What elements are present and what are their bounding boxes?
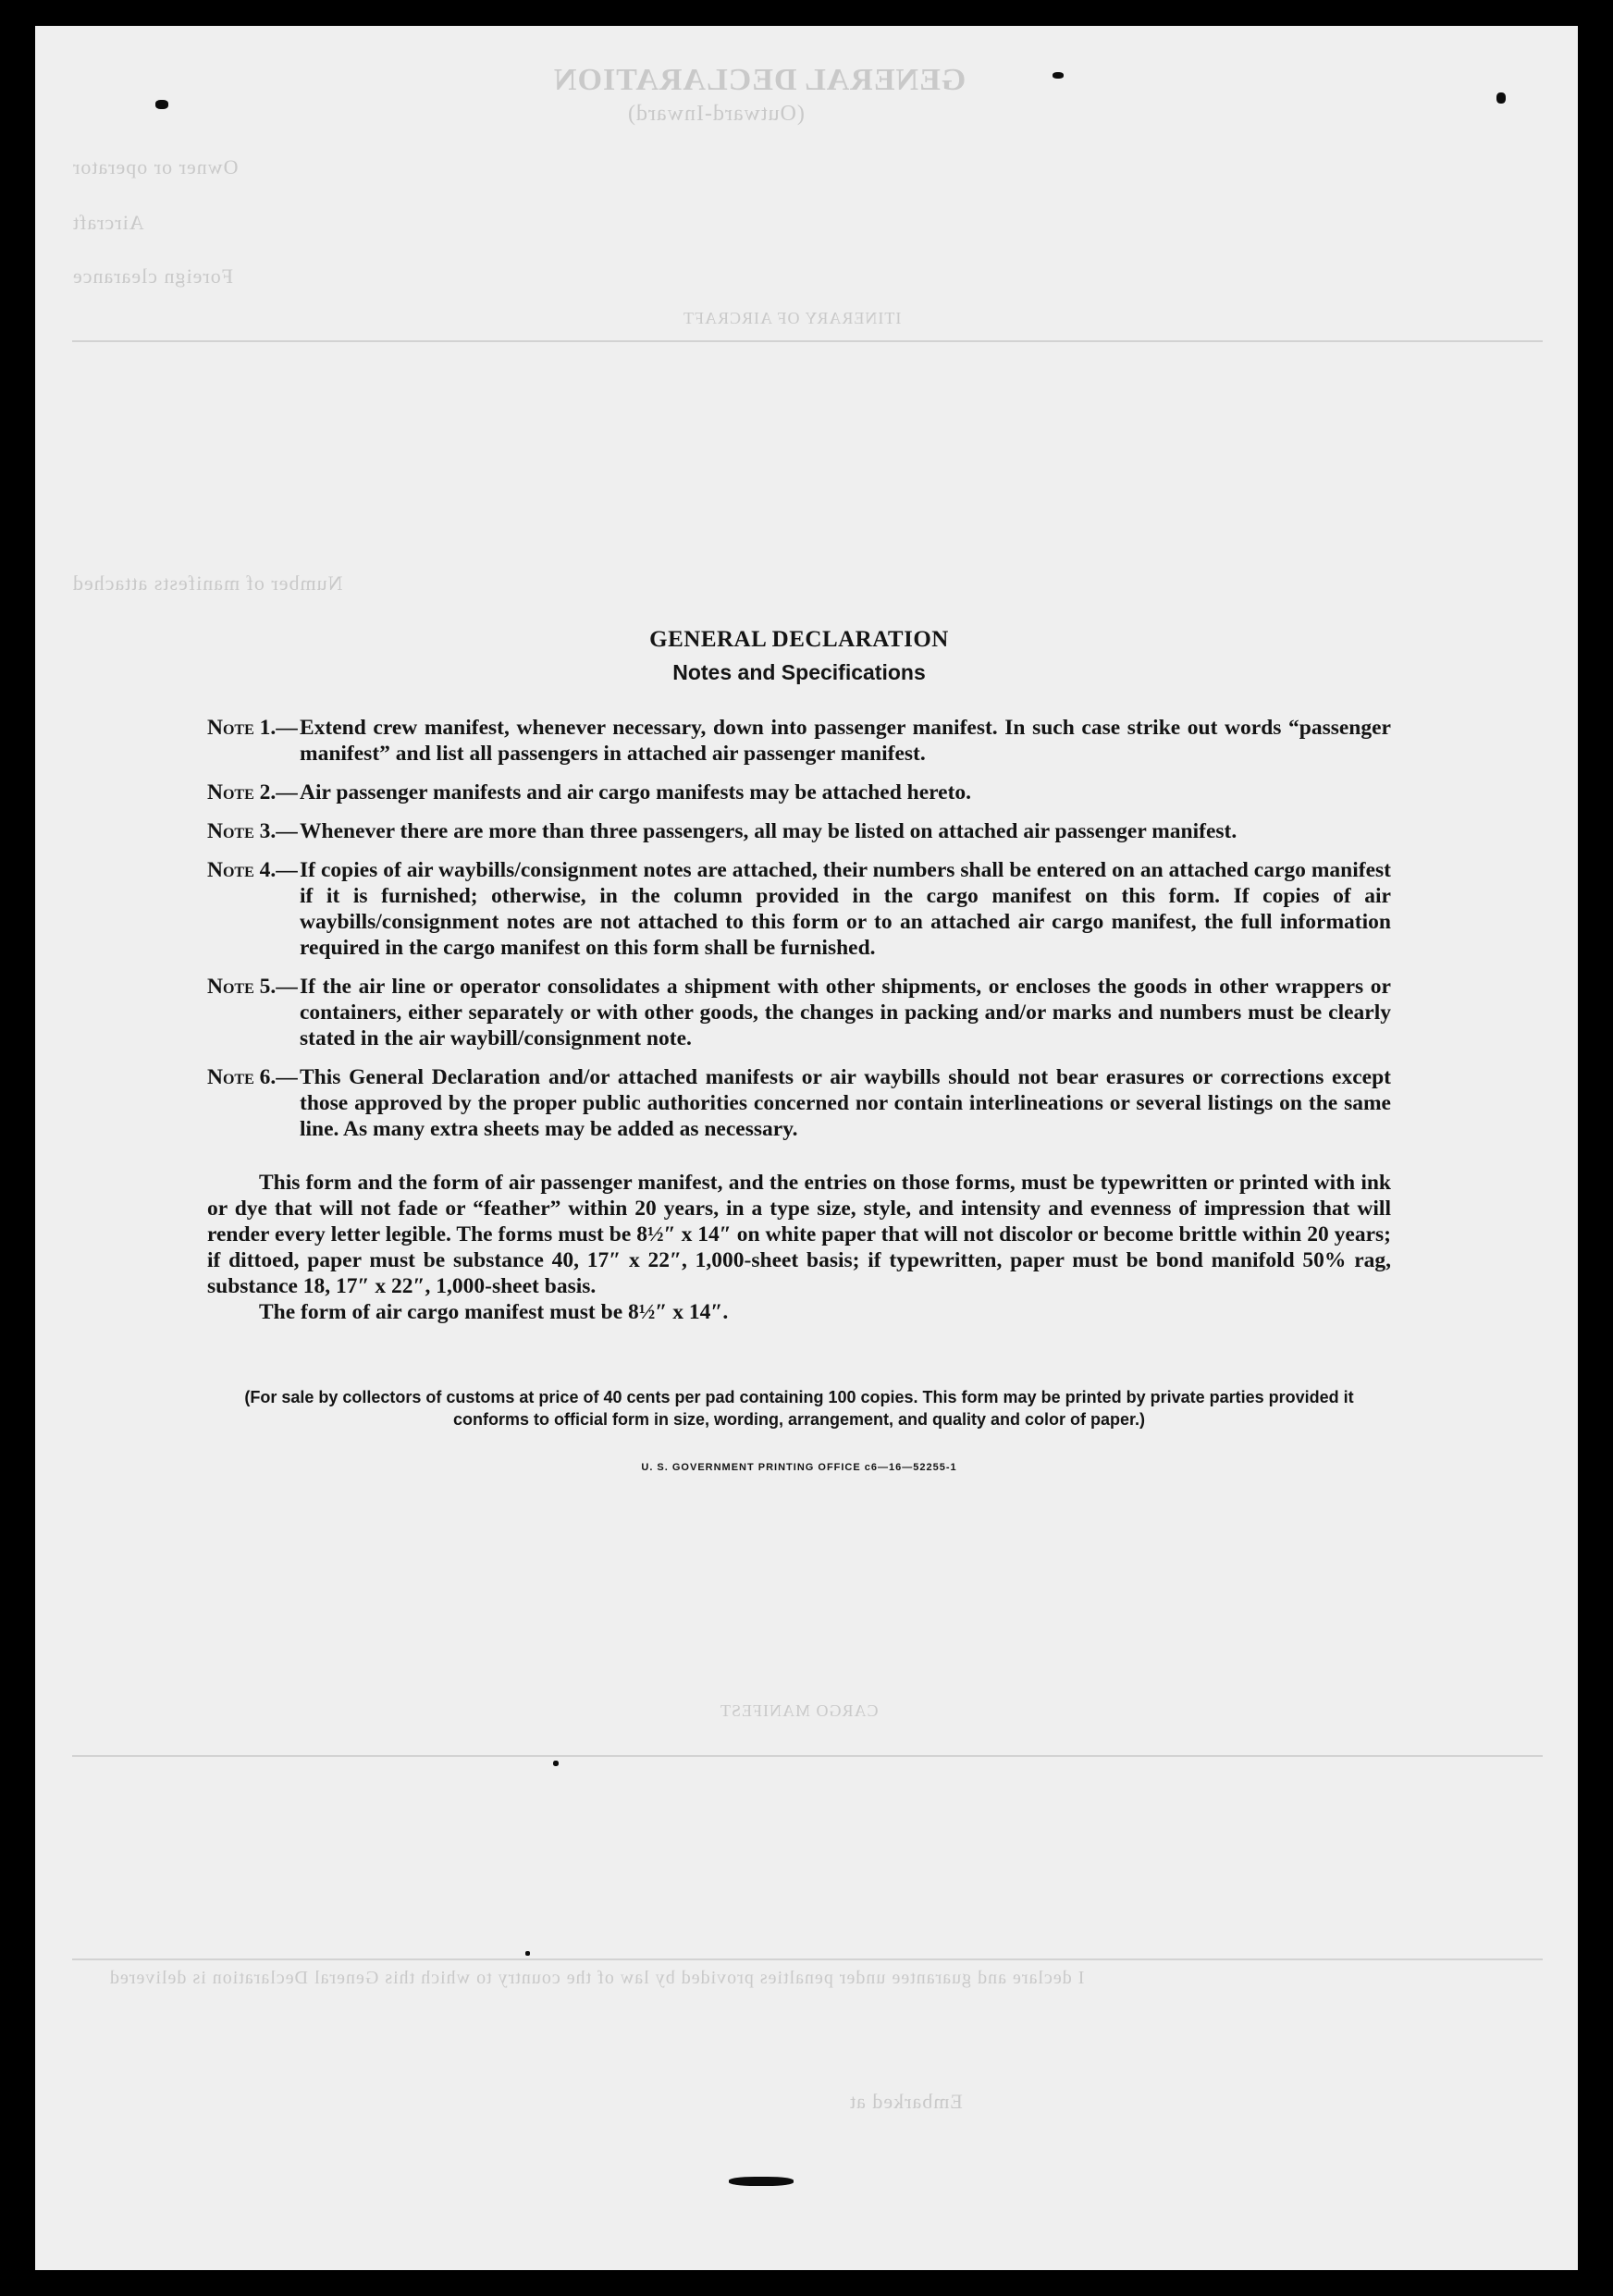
note-label: Note 1.—: [207, 716, 298, 740]
note-text: If the air line or operator consolidates a shipment with other shipments, or encloses the goods in other wrappers or containers, either separately or with other goods, the changes in packing and/or marks and numbers must be clearly stated in the air waybill/consignment note.: [300, 975, 1391, 1050]
note-text: If copies of air waybills/consignment notes are attached, their numbers shall be entered on an attached cargo manifest if it is furnished; otherwise, in the column provided in the cargo manifest on this form. If copies of air waybills/consignment notes are not attached to this form or to an attached air cargo manifest, the full information required in the cargo manifest on this form shall be furnished.: [300, 858, 1391, 960]
bleed-through-header: GENERAL DECLARATION: [553, 63, 967, 97]
note-text: Whenever there are more than three passengers, all may be listed on attached air passenger manifest.: [300, 819, 1237, 843]
note-text: Air passenger manifests and air cargo manifests may be attached hereto.: [300, 780, 972, 804]
note-label: Note 5.—: [207, 975, 298, 999]
bleed-through-cargo-manifest: CARGO MANIFEST: [720, 1701, 879, 1720]
bleed-through-declaration: I declare and guarantee under penalties provided by law of the country to which this General Declaration is delivered: [109, 1968, 1085, 1988]
note-4: [207, 857, 1391, 961]
note-6: [207, 1064, 1391, 1142]
scan-speck: [729, 2177, 794, 2186]
note-label: Note 4.—: [207, 858, 298, 882]
bleed-through-aircraft: Aircraft: [72, 211, 144, 234]
document-page: [35, 26, 1578, 2270]
note-label: Note 3.—: [207, 819, 298, 843]
sale-note: (For sale by collectors of customs at price of 40 cents per pad containing 100 copies. This form may be printed by private parties provided it conforms to official form in size, wording, arrangement, and quality and color of paper.): [244, 1388, 1354, 1429]
bleed-through-clearance: Foreign clearance: [72, 264, 233, 288]
note-3: [207, 818, 1391, 844]
bleed-through-rule: [72, 1958, 1543, 1960]
scan-speck: [1496, 92, 1506, 104]
scan-speck: [525, 1951, 530, 1956]
note-text: Extend crew manifest, whenever necessary, down into passenger manifest. In such case strike out words “passenger manifest” and list all passengers in attached air passenger manifest.: [300, 716, 1391, 766]
scan-speck: [155, 100, 168, 109]
cargo-manifest-size: The form of air cargo manifest must be 8½″ x 14″.: [259, 1300, 729, 1324]
bleed-through-rule: [72, 340, 1543, 342]
note-text: This General Declaration and/or attached manifests or air waybills should not bear erasures or corrections except those approved by the proper public authorities concerned nor contain interlineations or several listings on the same line. As many extra sheets may be added as necessary.: [300, 1065, 1391, 1141]
note-label: Note 6.—: [207, 1065, 298, 1089]
document-subtitle: Notes and Specifications: [672, 660, 926, 684]
note-label: Note 2.—: [207, 780, 298, 804]
notes-block: [207, 627, 1391, 1473]
bleed-through-owner: Owner or operator: [72, 155, 239, 178]
printer-imprint: U. S. GOVERNMENT PRINTING OFFICE c6—16—52255-1: [641, 1462, 957, 1473]
note-1: [207, 715, 1391, 767]
scan-speck: [553, 1761, 559, 1766]
bleed-through-subheader: (Outward-Inward): [627, 102, 805, 126]
document-title: GENERAL DECLARATION: [649, 627, 949, 652]
bleed-through-rule: [72, 1755, 1543, 1757]
scan-speck: [1053, 72, 1064, 79]
bleed-through-manifests: Number of manifests attached: [72, 571, 343, 595]
form-specification-paragraph: This form and the form of air passenger manifest, and the entries on those forms, must be typewritten or printed with ink or dye that will not fade or “feather” within 20 years, in a type size, style, and intensity and evenness of impression that will render every letter legible. The forms must be 8½″ x 14″ on white paper that will not discolor or become brittle within 20 years; if dittoed, paper must be substance 40, 17″ x 22″, 1,000-sheet basis; if typewritten, paper must be bond manifold 50% rag, substance 18, 17″ x 22″, 1,000-sheet basis.: [207, 1171, 1391, 1298]
bleed-through-embarked: Embarked at: [849, 2090, 963, 2113]
bleed-through-itinerary: ITINERARY OF AIRCRAFT: [683, 309, 902, 327]
note-5: [207, 974, 1391, 1051]
note-2: [207, 780, 1391, 805]
